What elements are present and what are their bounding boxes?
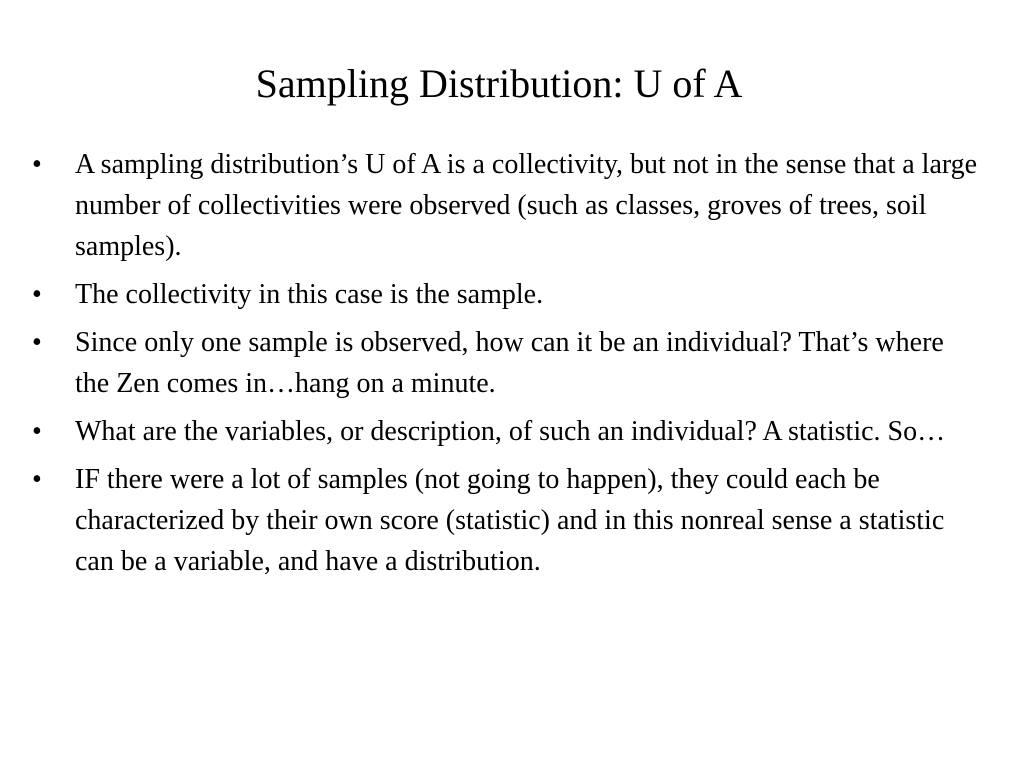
bullet-icon: • (32, 464, 42, 495)
bullet-item (32, 274, 982, 315)
bullet-text: Since only one sample is observed, how can it be an individual? That’s where the Zen comes in…hang on a minute. (75, 327, 944, 399)
bullet-list (32, 144, 982, 589)
slide-title: Sampling Distribution: U of A (255, 61, 743, 106)
bullet-text: The collectivity in this case is the sample. (75, 279, 544, 310)
bullet-item (32, 322, 982, 404)
bullet-item (32, 459, 982, 582)
bullet-text: A sampling distribution’s U of A is a collectivity, but not in the sense that a large number of collectivities were observed (such as classes, groves of trees, soil samples). (75, 149, 978, 262)
bullet-icon: • (32, 279, 42, 310)
bullet-icon: • (32, 149, 42, 180)
bullet-icon: • (32, 327, 42, 358)
bullet-text: IF there were a lot of samples (not going to happen), they could each be characterized by their own score (statistic) and in this nonreal sense a statistic can be a variable, and have a distribution. (75, 464, 945, 577)
bullet-text: What are the variables, or description, of such an individual? A statistic. So… (75, 416, 946, 447)
bullet-item (32, 144, 982, 267)
bullet-icon: • (32, 416, 42, 447)
bullet-item (32, 411, 982, 452)
